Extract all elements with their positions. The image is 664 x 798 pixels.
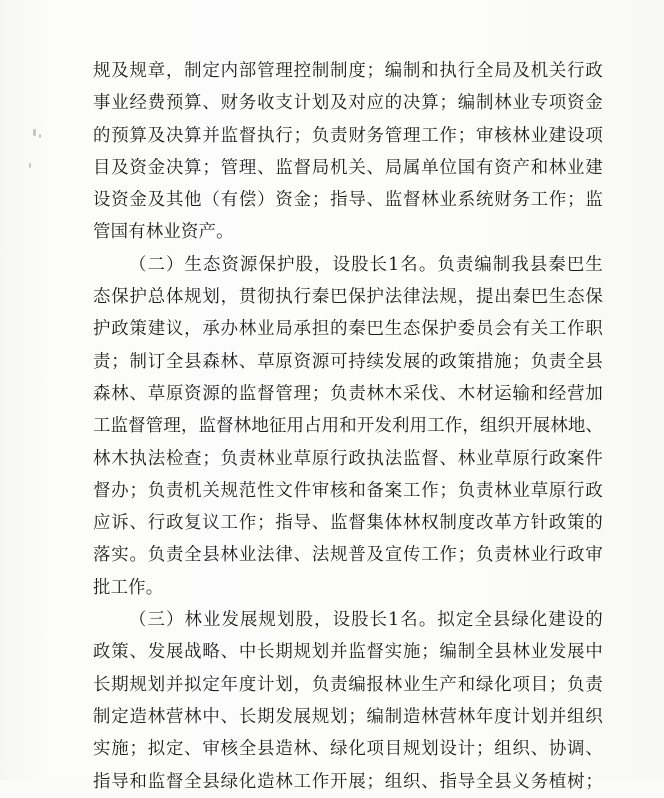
text-line: 目及资金决算；管理、监督局机关、局属单位国有资产和林业建 [93, 157, 603, 178]
text-line: 责；制订全县森林、草原资源可持续发展的政策措施；负责全县 [93, 351, 603, 372]
text-line: 规及规章，制定内部管理控制制度；编制和执行全局及机关行政 [93, 61, 603, 81]
text-line: 工监督管理，监督林地征用占用和开发利用工作，组织开展林地、 [93, 416, 604, 437]
document-body [93, 55, 603, 798]
paragraph-finance-duties [93, 55, 603, 249]
text-line: 的预算及决算并监督执行；负责财务管理工作；审核林业建设项 [93, 125, 603, 146]
scan-speck [29, 163, 31, 168]
text-line: 落实。负责全县林业法律、法规普及宣传工作；负责林业行政审 [93, 545, 603, 566]
text-line: 森林、草原资源的监督管理；负责林木采伐、木材运输和经营加 [93, 383, 603, 404]
text-line: 护政策建议，承办林业局承担的秦巴生态保护委员会有关工作职 [93, 319, 603, 340]
paragraph-development-planning [93, 604, 603, 798]
section-heading-line: （二）生态资源保护股，设股长1名。负责编制我县秦巴生 [129, 254, 603, 275]
paragraph-ecological-protection [93, 249, 603, 604]
text-line: 政策、发展战略、中长期规划并监督实施；编制全县林业发展中 [93, 642, 603, 663]
text-line: 制定造林营林中、长期发展规划；编制造林营林年度计划并组织 [93, 706, 603, 727]
scan-speck [39, 134, 41, 138]
text-line: 应诉、行政复议工作；指导、监督集体林权制度改革方针政策的 [93, 513, 603, 534]
text-line: 督办；负责机关规范性文件审核和备案工作；负责林业草原行政 [93, 480, 603, 501]
text-line: 管国有林业资产。 [93, 222, 234, 243]
text-line: 实施；拟定、审核全县造林、绿化项目规划设计；组织、协调、 [93, 739, 603, 760]
text-line: 指导和监督全县绿化造林工作开展；组织、指导全县义务植树； [93, 771, 603, 792]
text-line: 长期规划并拟定年度计划，负责编报林业生产和绿化项目；负责 [93, 674, 603, 695]
text-line: 批工作。 [93, 577, 164, 598]
text-line: 林木执法检查；负责林业草原行政执法监督、林业草原行政案件 [93, 448, 603, 469]
scan-speck [33, 129, 36, 136]
text-line: 态保护总体规划，贯彻执行秦巴保护法律法规，提出秦巴生态保 [93, 287, 603, 308]
text-line: 事业经费预算、财务收支计划及对应的决算；编制林业专项资金 [93, 93, 603, 114]
text-line: 设资金及其他（有偿）资金；指导、监督林业系统财务工作；监 [93, 190, 603, 211]
section-heading-line: （三）林业发展规划股，设股长1名。拟定全县绿化建设的 [129, 610, 603, 631]
